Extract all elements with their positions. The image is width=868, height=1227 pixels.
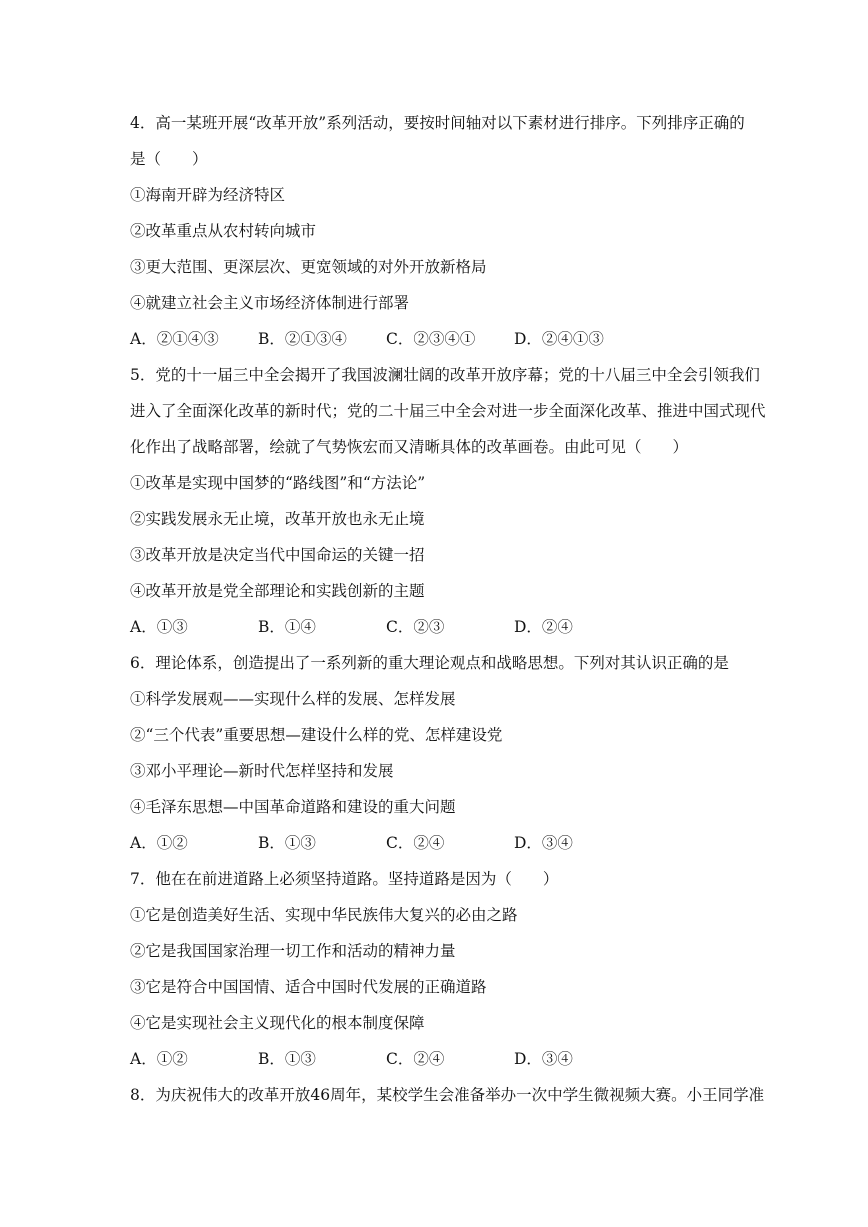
- option-b: B．①③: [258, 834, 316, 852]
- question-stem: 4．高一某班开展“改革开放”系列活动，要按时间轴对以下素材进行排序。下列排序正确的: [130, 114, 745, 132]
- statement-3: ③它是符合中国国情、适合中国时代发展的正确道路: [130, 978, 487, 996]
- option-a: A．①③: [130, 618, 188, 636]
- question-7: [130, 861, 770, 1077]
- question-5: [130, 357, 770, 645]
- option-c: C．②④: [386, 1050, 445, 1068]
- option-c: C．②④: [386, 834, 445, 852]
- option-b: B．①④: [258, 618, 316, 636]
- statement-2: ②改革重点从农村转向城市: [130, 222, 317, 240]
- statement-2: ②它是我国国家治理一切工作和活动的精神力量: [130, 942, 456, 960]
- question-8: [130, 1077, 770, 1113]
- option-d: D．②④①③: [514, 330, 604, 348]
- statement-3: ③邓小平理论—新时代怎样坚持和发展: [130, 762, 394, 780]
- option-b: B．②①③④: [258, 330, 347, 348]
- statement-4: ④改革开放是党全部理论和实践创新的主题: [130, 582, 425, 600]
- statement-4: ④毛泽东思想—中国革命道路和建设的重大问题: [130, 798, 456, 816]
- question-stem: 8．为庆祝伟大的改革开放46周年，某校学生会准备举办一次中学生微视频大赛。小王同学准: [130, 1086, 765, 1104]
- option-d: D．③④: [514, 834, 573, 852]
- statement-3: ③改革开放是决定当代中国命运的关键一招: [130, 546, 425, 564]
- options-row: [130, 321, 770, 357]
- question-stem-cont: 化作出了战略部署，绘就了气势恢宏而又清晰具体的改革画卷。由此可见（ ）: [130, 438, 689, 456]
- statement-1: ①海南开辟为经济特区: [130, 186, 286, 204]
- question-stem: 6．理论体系，创造提出了一系列新的重大理论观点和战略思想。下列对其认识正确的是: [130, 654, 729, 672]
- statement-2: ②“三个代表”重要思想—建设什么样的党、怎样建设党: [130, 726, 503, 744]
- option-c: C．②③: [386, 618, 445, 636]
- question-4: [130, 105, 770, 357]
- option-a: A．②①④③: [130, 330, 219, 348]
- option-d: D．③④: [514, 1050, 573, 1068]
- question-stem: 5．党的十一届三中全会揭开了我国波澜壮阔的改革开放序幕；党的十八届三中全会引领我们: [130, 366, 760, 384]
- option-b: B．①③: [258, 1050, 316, 1068]
- question-stem: 7．他在在前进道路上必须坚持道路。坚持道路是因为（ ）: [130, 870, 559, 888]
- statement-1: ①科学发展观——实现什么样的发展、怎样发展: [130, 690, 456, 708]
- option-a: A．①②: [130, 1050, 188, 1068]
- statement-3: ③更大范围、更深层次、更宽领域的对外开放新格局: [130, 258, 487, 276]
- statement-2: ②实践发展永无止境，改革开放也永无止境: [130, 510, 425, 528]
- options-row: [130, 1041, 770, 1077]
- question-stem-cont: 进入了全面深化改革的新时代；党的二十届三中全会对进一步全面深化改革、推进中国式现代: [130, 402, 766, 420]
- options-row: [130, 825, 770, 861]
- option-a: A．①②: [130, 834, 188, 852]
- statement-1: ①改革是实现中国梦的“路线图”和“方法论”: [130, 474, 426, 492]
- statement-4: ④就建立社会主义市场经济体制进行部署: [130, 294, 410, 312]
- statement-1: ①它是创造美好生活、实现中华民族伟大复兴的必由之路: [130, 906, 518, 924]
- option-c: C．②③④①: [386, 330, 476, 348]
- option-d: D．②④: [514, 618, 573, 636]
- statement-4: ④它是实现社会主义现代化的根本制度保障: [130, 1014, 425, 1032]
- question-stem-cont: 是（ ）: [130, 150, 208, 168]
- options-row: [130, 609, 770, 645]
- question-6: [130, 645, 770, 861]
